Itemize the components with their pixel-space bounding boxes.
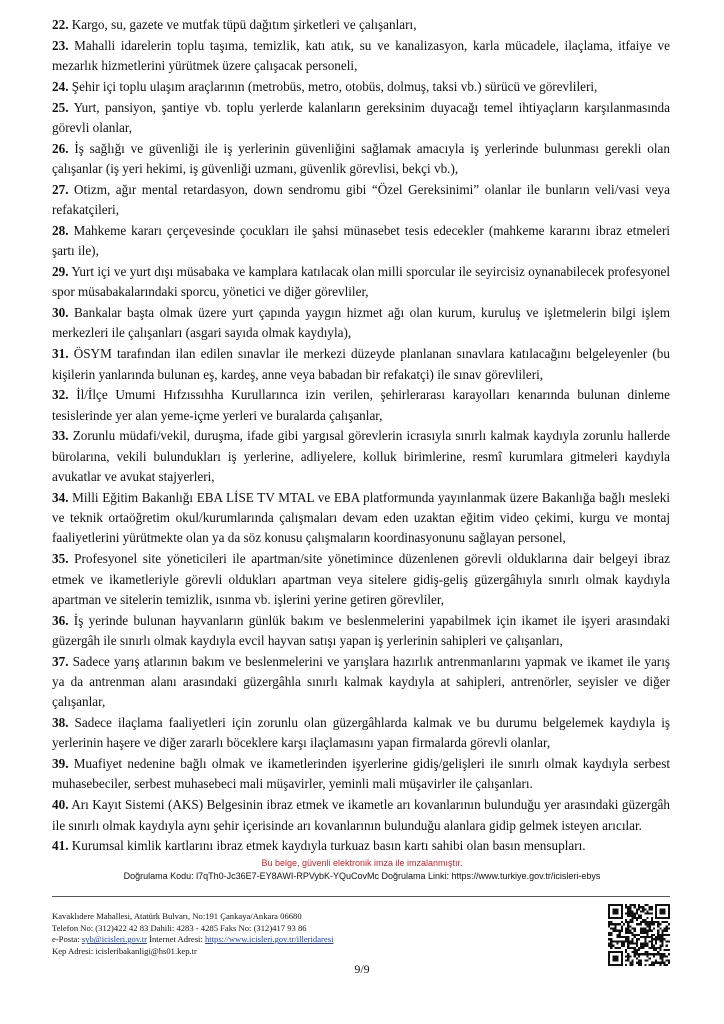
item-text: Milli Eğitim Bakanlığı EBA LİSE TV MTAL ve EBA platformunda yayınlanmak üzere Bakanlığa bağlı mesleki ve teknik ortaöğretim okul/kurumlarında çalışmaları devam eden uzaktan eğitim video çekimi, kurgu ve montaj faaliyetlerini yürütmekte olan ya da söz konusu çalışmaların koordinasyonunu sağlayan personel, (52, 489, 671, 546)
item-number: 29. (52, 264, 69, 280)
item-number: 40. (52, 797, 69, 813)
footer-email-web (52, 934, 412, 946)
list-item (52, 795, 670, 836)
e-signature-block (0, 857, 724, 882)
list-item (52, 98, 670, 139)
signature-notice: Bu belge, güvenli elektronik imza ile imzalanmıştır. (261, 858, 463, 868)
item-number: 28. (52, 222, 69, 238)
item-text: İl/İlçe Umumi Hıfzıssıhha Kurullarınca izin verilen, şehirlerarası karayolları kenarında bulunan dinleme tesislerinde yer alan yeme-içme yerleri ve buralarda çalışanlar, (52, 387, 670, 423)
verification-line: Doğrulama Kodu: l7qTh0-Jc36E7-EY8AWI-RPVybK-YQuCovMc Doğrulama Linki: https://www.turkiye.gov.tr/icisleri-ebys (123, 871, 601, 881)
email-label: e-Posta: (52, 934, 82, 945)
web-label: İnternet Adresi: (146, 934, 205, 945)
page-number: 9/9 (354, 962, 370, 976)
item-text: Bankalar başta olmak üzere yurt çapında yaygın hizmet ağı olan kurum, kuruluş ve işletmelerin bilgi işlem merkezleri ile çalışanları (asgari sayıda olmak kaydıyla), (52, 305, 670, 341)
item-text: Kurumsal kimlik kartlarını ibraz etmek kaydıyla turkuaz basın kartı sahibi olan basın mensupları. (71, 838, 586, 854)
list-item (52, 221, 670, 262)
footer-kep: Kep Adresi: icisleribakanligi@hs01.kep.tr (52, 945, 197, 956)
email-link[interactable]: syb@icisleri.gov.tr (81, 934, 147, 945)
item-number: 25. (52, 99, 69, 115)
list-item (52, 180, 670, 221)
item-text: Otizm, ağır mental retardasyon, down sendromu gibi “Özel Gereksinimi” olanlar ile bunların veli/vasi veya refakatçileri, (52, 181, 670, 218)
list-item (52, 15, 670, 35)
list-item (52, 488, 670, 549)
footer-address: Kavaklıdere Mahallesi, Atatürk Bulvarı, No:191 Çankaya/Ankara 06680 (52, 911, 302, 921)
item-number: 32. (52, 387, 69, 403)
item-number: 23. (52, 37, 69, 53)
item-number: 31. (52, 346, 69, 362)
item-number: 27. (52, 181, 69, 197)
list-item (52, 549, 670, 610)
item-number: 37. (52, 653, 69, 669)
list-item (52, 611, 670, 652)
item-number: 38. (52, 715, 69, 731)
item-text: Kargo, su, gazete ve mutfak tüpü dağıtım şirketleri ve çalışanları, (71, 17, 417, 32)
list-item (52, 139, 670, 180)
list-item (52, 713, 670, 754)
list-item (52, 303, 670, 344)
item-number: 22. (52, 17, 69, 32)
list-item (52, 836, 670, 856)
item-text: Şehir içi toplu ulaşım araçlarının (metrobüs, metro, otobüs, dolmuş, taksi vb.) sürücü ve görevlileri, (71, 78, 598, 94)
list-item (52, 754, 670, 795)
list-item (52, 36, 670, 77)
list-item (52, 262, 670, 303)
item-number: 34. (52, 489, 69, 505)
item-text: Muafiyet nedenine bağlı olmak ve ikametlerinden işyerlerine gidiş/gelişleri ile sınırlı olmak kaydıyla serbest muhasebeciler, serbest muhasebeci mali müşavirler, yeminli mali müşavirler ile çalışanları. (52, 756, 671, 792)
item-text: Zorunlu müdafi/vekil, duruşma, ifade gibi yargısal görevlerin icrasıyla sınırlı kalmak kaydıyla zorunlu hallerde bürolarına, vekili bulundukları iş yerlerine, adliyelere, kolluk birimlerine, resmî kurumlara gitmeleri kaydıyla avukatlar ve avukat stajyerleri, (52, 428, 670, 485)
item-text: İş sağlığı ve güvenliği ile iş yerlerinin güvenliğini sağlamak amacıyla iş yerlerinde bulunması gerekli olan çalışanlar (iş yeri hekimi, iş güvenliği uzmanı, güvenlik görevlisi, bekçi vb.), (52, 140, 670, 177)
footer-phone: Telefon No: (312)422 42 83 Dahili: 4283 - 4285 Faks No: (312)417 93 86 (52, 922, 307, 933)
item-number: 26. (52, 140, 69, 156)
footer-contact (52, 911, 412, 957)
item-text: Sadece yarış atlarının bakım ve beslenmelerini ve yarışlara hazırlık antrenmanlarını yapmak ve ikamet ile yarış ya da antrenman alanı arasındaki güzergâhla sınırlı kalmak kaydıyla at sahipleri, antrenörler, seyisler ve diğer çalışanlar, (52, 653, 670, 710)
item-number: 41. (52, 838, 69, 854)
list-item (52, 344, 670, 385)
item-number: 24. (52, 78, 69, 94)
footer-divider (52, 896, 670, 897)
item-text: Mahalli idarelerin toplu taşıma, temizlik, katı atık, su ve kanalizasyon, karla mücadele, ilaçlama, itfaiye ve mezarlık hizmetlerini yürütmek üzere çalışacak personeli, (52, 37, 670, 74)
item-text: Yurt, pansiyon, şantiye vb. toplu yerlerde kalanların gereksinim duyacağı temel ihtiyaçların karşılanmasında görevli olanlar, (52, 99, 670, 135)
list-item (52, 77, 670, 97)
item-number: 33. (52, 428, 69, 444)
item-text: ÖSYM tarafından ilan edilen sınavlar ile merkezi düzeyde planlanan sınavlara katılacağını belgeleyenler (bu kişilerin yanlarında bulunan eş, kardeş, anne veya babadan bir refakatçi) ile sınav görevlileri, (52, 346, 670, 382)
item-number: 39. (52, 756, 69, 772)
web-link[interactable]: https://www.icisleri.gov.tr/illeridaresi (204, 934, 334, 945)
item-text: Mahkeme kararı çerçevesinde çocukları ile şahsi münasebet tesis edecekler (mahkeme kararını ibraz etmeleri şartı ile), (52, 222, 670, 259)
list-item (52, 385, 670, 426)
item-number: 30. (52, 305, 69, 321)
item-number: 35. (52, 551, 69, 567)
qr-code-icon (608, 904, 670, 966)
item-text: Arı Kayıt Sistemi (AKS) Belgesinin ibraz etmek ve ikametle arı kovanlarının bulunduğu yer arasındaki güzergâh ile sınırlı olmak kaydıyla aynı şehir içerisinde arı kovanlarının bulunduğu alanlara gidip gelmek isteyen arıcılar. (52, 797, 670, 833)
item-text: Profesyonel site yöneticileri ile apartman/site yönetimince düzenlenen görevli olduklarına dair belgeyi ibraz etmek ve ikametleriyle görevli oldukları apartman veya sitelere gidiş-geliş güzergâhıyla sınırlı olmak kaydıyla apartman ve sitelerin temizlik, ısınma vb. işlerini yerine getiren görevliler, (52, 551, 670, 607)
exemption-list (52, 15, 670, 857)
item-text: Yurt içi ve yurt dışı müsabaka ve kamplara katılacak olan milli sporcular ile seyircisiz oynanabilecek profesyonel spor müsabakalarındaki sporcu, yönetici ve diğer görevliler, (52, 264, 670, 300)
item-number: 36. (52, 612, 69, 628)
item-text: Sadece ilaçlama faaliyetleri için zorunlu olan güzergâhlarda kalmak ve bu durumu belgelemek kaydıyla iş yerlerinin haşere ve diğer zararlı böceklere karşı ilaçlamasını yapan firmalarda görevli olanlar, (52, 715, 671, 751)
list-item (52, 652, 670, 713)
list-item (52, 426, 670, 487)
item-text: İş yerinde bulunan hayvanların günlük bakım ve beslenmelerini yapabilmek için ikamet ile işyeri arasındaki güzergâh ile sınırlı olmak kaydıyla evcil hayvan satışı yapan iş yerlerinin sahipleri ve çalışanları, (52, 612, 671, 648)
